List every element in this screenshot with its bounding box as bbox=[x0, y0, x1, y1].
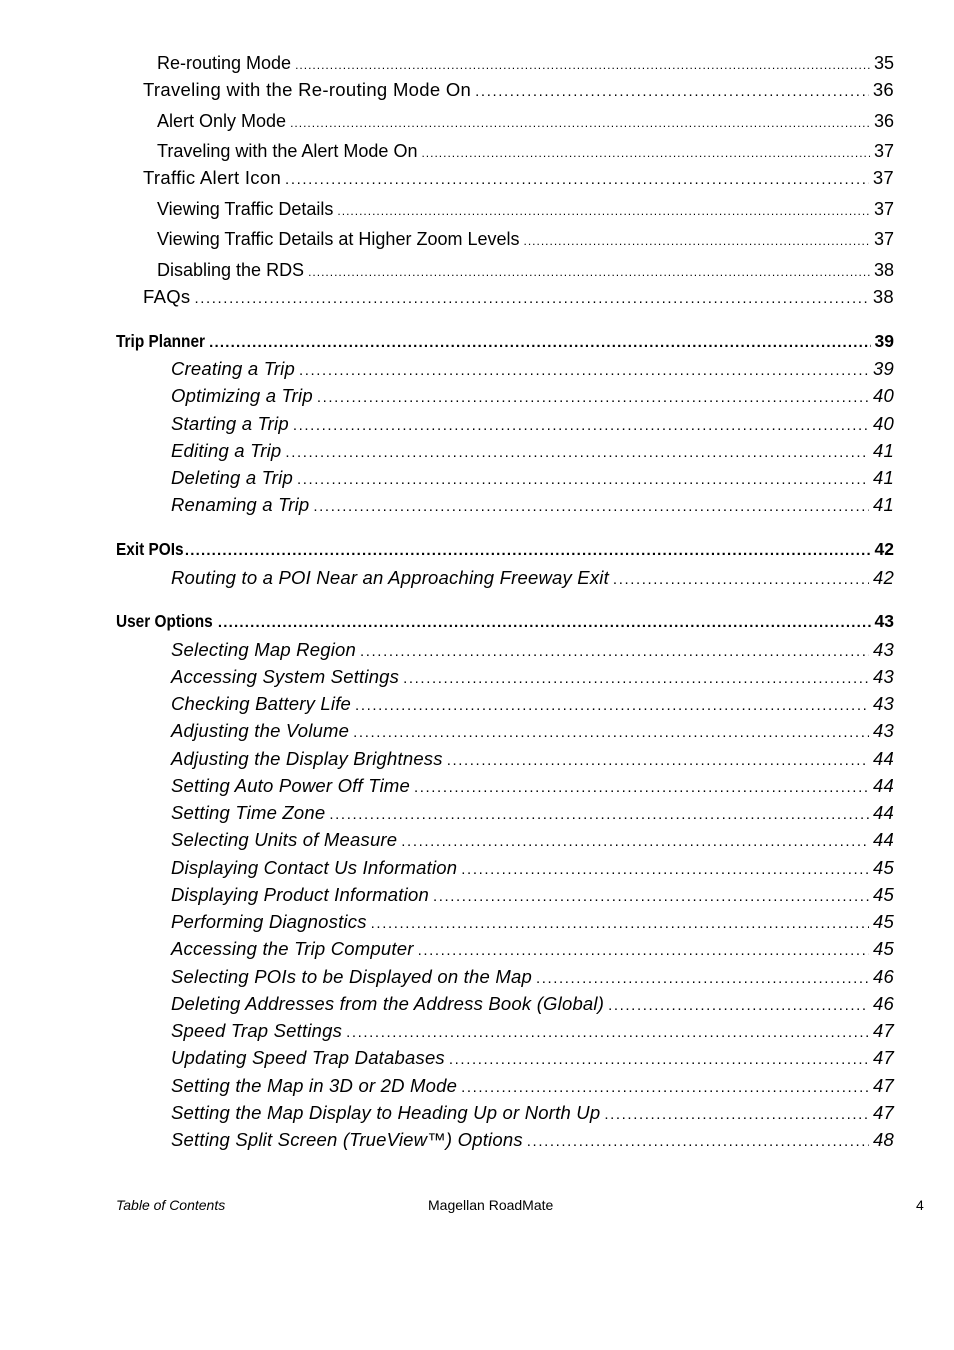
toc-entry-title: Setting the Map in 3D or 2D Mode bbox=[171, 1075, 458, 1096]
toc-entry[interactable] bbox=[171, 415, 894, 434]
toc-entry[interactable] bbox=[171, 804, 894, 823]
toc-entry-page: 37 bbox=[873, 229, 894, 249]
toc-leader-dots bbox=[209, 335, 870, 350]
toc-entry[interactable] bbox=[171, 695, 894, 714]
toc-entry[interactable] bbox=[157, 112, 894, 130]
toc-entry-title: Renaming a Trip bbox=[171, 494, 310, 515]
toc-entry[interactable] bbox=[171, 569, 894, 588]
toc-entry[interactable] bbox=[171, 886, 894, 905]
toc-entry-page: 48 bbox=[873, 1129, 894, 1150]
toc-entry-page: 41 bbox=[873, 467, 894, 488]
toc-leader-dots bbox=[299, 363, 869, 378]
toc-entry-page: 41 bbox=[873, 440, 894, 461]
toc-leader-dots bbox=[285, 172, 869, 187]
toc-leader-dots bbox=[401, 834, 869, 849]
toc-entry[interactable] bbox=[157, 200, 894, 218]
toc-leader-dots bbox=[329, 807, 869, 822]
toc-chapter[interactable] bbox=[116, 541, 894, 559]
toc-entry-page: 38 bbox=[873, 260, 894, 280]
toc-entry-page: 36 bbox=[873, 111, 894, 131]
toc-entry[interactable] bbox=[157, 261, 894, 279]
toc-entry-page: 41 bbox=[873, 494, 894, 515]
toc-entry-page: 45 bbox=[873, 911, 894, 932]
toc-leader-dots bbox=[194, 291, 868, 306]
toc-entry[interactable] bbox=[171, 1022, 894, 1041]
toc-entry[interactable] bbox=[171, 1077, 894, 1096]
toc-chapter-page: 42 bbox=[874, 539, 894, 559]
toc-leader-dots bbox=[308, 266, 870, 278]
footer-product-name: Magellan RoadMate bbox=[428, 1197, 554, 1213]
toc-entry[interactable] bbox=[171, 442, 894, 461]
toc-entry[interactable] bbox=[171, 750, 894, 769]
toc-entry-page: 43 bbox=[873, 639, 894, 660]
toc-leader-dots bbox=[313, 499, 869, 514]
toc-entry[interactable] bbox=[157, 142, 894, 160]
toc-entry-title: Routing to a POI Near an Approaching Freeway Exit bbox=[171, 567, 609, 588]
toc-leader-dots bbox=[461, 1080, 869, 1095]
toc-leader-dots bbox=[461, 862, 869, 877]
toc-entry-title: Viewing Traffic Details at Higher Zoom Levels bbox=[157, 229, 520, 249]
toc-entry-title: Setting the Map Display to Heading Up or North Up bbox=[171, 1102, 601, 1123]
page-number: 4 bbox=[916, 1197, 924, 1213]
toc-leader-dots bbox=[218, 615, 871, 630]
toc-entry-page: 40 bbox=[873, 413, 894, 434]
toc-entry-title: Displaying Product Information bbox=[171, 884, 429, 905]
toc-entry-page: 45 bbox=[873, 857, 894, 878]
toc-leader-dots bbox=[353, 725, 869, 740]
toc-entry-title: Re-routing Mode bbox=[157, 53, 292, 73]
toc-entry[interactable] bbox=[171, 777, 894, 796]
toc-entry[interactable] bbox=[171, 496, 894, 515]
toc-leader-dots bbox=[475, 84, 869, 99]
toc-entry-title: Selecting POIs to be Displayed on the Map bbox=[171, 966, 532, 987]
toc-entry-title: Starting a Trip bbox=[171, 413, 289, 434]
toc-entry-title: Accessing System Settings bbox=[171, 666, 400, 687]
toc-entry-title: Traveling with the Alert Mode On bbox=[157, 141, 418, 161]
toc-entry-page: 47 bbox=[873, 1020, 894, 1041]
toc-entry-title: Setting Split Screen (TrueView™) Options bbox=[171, 1129, 523, 1150]
toc-entry[interactable] bbox=[171, 1131, 894, 1150]
toc-entry-page: 44 bbox=[873, 829, 894, 850]
toc-entry[interactable] bbox=[171, 1049, 894, 1068]
toc-entry[interactable] bbox=[143, 81, 894, 100]
toc-entry-page: 35 bbox=[873, 53, 894, 73]
toc-entry-page: 43 bbox=[873, 666, 894, 687]
toc-entry[interactable] bbox=[143, 288, 894, 307]
toc-entry-title: Alert Only Mode bbox=[157, 111, 287, 131]
toc-entry-title: Optimizing a Trip bbox=[171, 385, 313, 406]
toc-entry[interactable] bbox=[171, 722, 894, 741]
toc-entry-title: Accessing the Trip Computer bbox=[171, 938, 414, 959]
toc-entry[interactable] bbox=[171, 831, 894, 850]
toc-entry-page: 43 bbox=[873, 693, 894, 714]
toc-entry-page: 37 bbox=[873, 141, 894, 161]
toc-leader-dots bbox=[290, 117, 870, 129]
toc-entry-title: Setting Time Zone bbox=[171, 802, 326, 823]
toc-entry-title: Checking Battery Life bbox=[171, 693, 352, 714]
toc-entry-page: 37 bbox=[873, 199, 894, 219]
toc-leader-dots bbox=[449, 1052, 869, 1067]
toc-chapter-page: 39 bbox=[874, 331, 894, 351]
toc-entry-title: Speed Trap Settings bbox=[171, 1020, 343, 1041]
toc-entry-page: 45 bbox=[873, 884, 894, 905]
toc-leader-dots bbox=[295, 59, 870, 71]
toc-entry-page: 39 bbox=[873, 358, 894, 379]
toc-entry-title: Deleting a Trip bbox=[171, 467, 293, 488]
toc-entry[interactable] bbox=[143, 169, 894, 188]
toc-entry-page: 43 bbox=[873, 720, 894, 741]
toc-leader-dots bbox=[185, 543, 871, 558]
toc-entry[interactable] bbox=[171, 913, 894, 932]
toc-entry-title: Adjusting the Display Brightness bbox=[171, 748, 443, 769]
toc-leader-dots bbox=[414, 780, 869, 795]
toc-leader-dots bbox=[317, 390, 869, 405]
toc-entry[interactable] bbox=[171, 387, 894, 406]
toc-entry-title: Selecting Map Region bbox=[171, 639, 356, 660]
toc-entry-page: 44 bbox=[873, 775, 894, 796]
toc-leader-dots bbox=[524, 235, 870, 247]
toc-leader-dots bbox=[337, 205, 870, 217]
toc-leader-dots bbox=[285, 445, 869, 460]
toc-entry-page: 47 bbox=[873, 1102, 894, 1123]
toc-leader-dots bbox=[360, 644, 869, 659]
toc-leader-dots bbox=[613, 572, 869, 587]
toc-entry-title: Displaying Contact Us Information bbox=[171, 857, 458, 878]
toc-entry-page: 45 bbox=[873, 938, 894, 959]
toc-entry-page: 44 bbox=[873, 802, 894, 823]
toc-entry[interactable] bbox=[171, 859, 894, 878]
toc-entry-title: Deleting Addresses from the Address Book (Global) bbox=[171, 993, 605, 1014]
toc-entry[interactable] bbox=[171, 668, 894, 687]
toc-leader-dots bbox=[433, 889, 869, 904]
toc-leader-dots bbox=[355, 698, 869, 713]
toc-entry[interactable] bbox=[171, 1104, 894, 1123]
toc-leader-dots bbox=[346, 1025, 869, 1040]
toc-entry[interactable] bbox=[171, 940, 894, 959]
toc-entry[interactable] bbox=[171, 360, 894, 379]
toc-entry-title: Traveling with the Re-routing Mode On bbox=[143, 79, 472, 100]
toc-leader-dots bbox=[608, 998, 869, 1013]
toc-entry-page: 46 bbox=[873, 993, 894, 1014]
toc-leader-dots bbox=[371, 916, 869, 931]
toc-entry-page: 47 bbox=[873, 1075, 894, 1096]
toc-leader-dots bbox=[421, 147, 870, 159]
toc-chapter-title: User Options bbox=[116, 611, 213, 631]
toc-leader-dots bbox=[604, 1107, 869, 1122]
toc-chapter[interactable] bbox=[116, 613, 894, 631]
toc-leader-dots bbox=[527, 1134, 869, 1149]
toc-entry[interactable] bbox=[171, 968, 894, 987]
toc-entry-page: 47 bbox=[873, 1047, 894, 1068]
toc-entry-title: FAQs bbox=[143, 286, 191, 307]
toc-leader-dots bbox=[297, 472, 869, 487]
toc-chapter-title: Exit POIs bbox=[116, 539, 184, 559]
toc-leader-dots bbox=[536, 971, 869, 986]
toc-entry-page: 38 bbox=[872, 286, 894, 307]
toc-entry[interactable] bbox=[171, 995, 894, 1014]
toc-entry-page: 36 bbox=[872, 79, 894, 100]
toc-entry-title: Traffic Alert Icon bbox=[143, 167, 282, 188]
toc-entry-title: Creating a Trip bbox=[171, 358, 295, 379]
toc-entry[interactable] bbox=[171, 641, 894, 660]
toc-entry-title: Selecting Units of Measure bbox=[171, 829, 398, 850]
toc-leader-dots bbox=[403, 671, 869, 686]
toc-entry-page: 42 bbox=[873, 567, 894, 588]
toc-entry[interactable] bbox=[171, 469, 894, 488]
toc-entry-title: Editing a Trip bbox=[171, 440, 282, 461]
toc-entry-page: 44 bbox=[873, 748, 894, 769]
toc-entry-title: Adjusting the Volume bbox=[171, 720, 350, 741]
footer-section-title: Table of Contents bbox=[116, 1197, 226, 1213]
toc-chapter-title: Trip Planner bbox=[116, 331, 206, 351]
toc-entry-title: Setting Auto Power Off Time bbox=[171, 775, 410, 796]
toc-entry-page: 46 bbox=[873, 966, 894, 987]
toc-entry-title: Disabling the RDS bbox=[157, 260, 305, 280]
toc-entry-title: Performing Diagnostics bbox=[171, 911, 367, 932]
toc-chapter-page: 43 bbox=[874, 611, 894, 631]
toc-entry-title: Updating Speed Trap Databases bbox=[171, 1047, 445, 1068]
toc-chapter[interactable] bbox=[116, 333, 894, 351]
toc-leader-dots bbox=[447, 753, 869, 768]
toc-leader-dots bbox=[293, 418, 869, 433]
toc-entry[interactable] bbox=[157, 54, 894, 72]
toc-entry-page: 37 bbox=[872, 167, 894, 188]
toc-entry[interactable] bbox=[157, 230, 894, 248]
toc-leader-dots bbox=[418, 943, 869, 958]
toc-entry-title: Viewing Traffic Details bbox=[157, 199, 334, 219]
toc-entry-page: 40 bbox=[873, 385, 894, 406]
